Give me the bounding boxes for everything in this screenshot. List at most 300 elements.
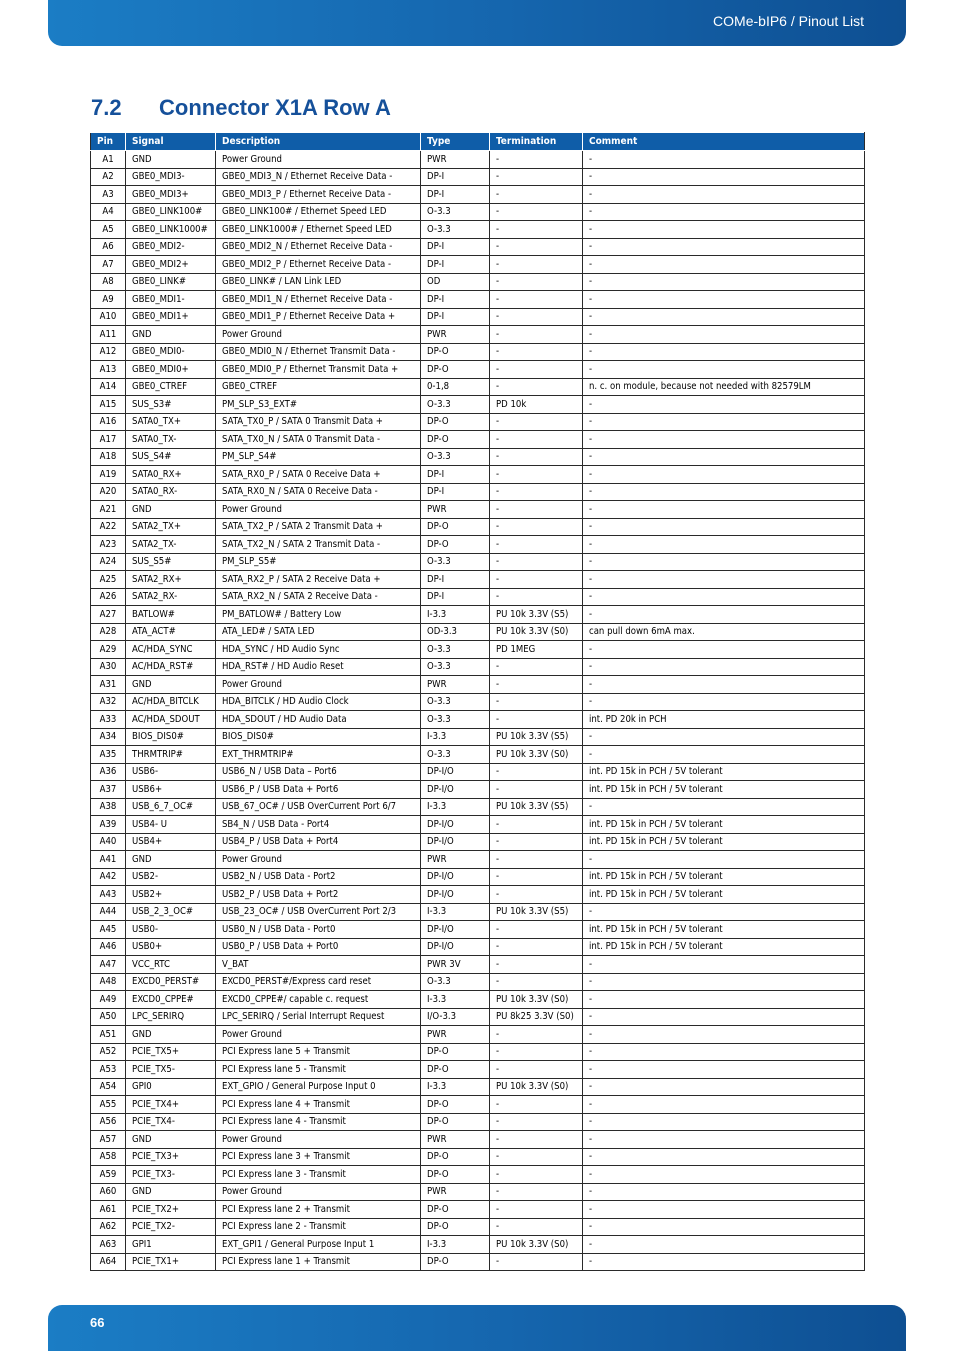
table-row — [91, 413, 865, 431]
pin-cell: A38 — [91, 798, 126, 816]
termination-cell: PU 10k 3.3V (S0) — [490, 623, 583, 641]
pin-cell: A57 — [91, 1131, 126, 1149]
description-cell: Power Ground — [216, 326, 421, 344]
termination-cell: - — [490, 203, 583, 221]
description-cell: SATA_RX0_N / SATA 0 Receive Data - — [216, 483, 421, 501]
termination-cell: - — [490, 693, 583, 711]
footer-band — [48, 1305, 906, 1351]
termination-cell: PU 10k 3.3V (S0) — [490, 746, 583, 764]
type-cell: O-3.3 — [421, 396, 490, 414]
termination-cell: - — [490, 326, 583, 344]
termination-cell: - — [490, 921, 583, 939]
table-row — [91, 308, 865, 326]
pin-cell: A8 — [91, 273, 126, 291]
table-row — [91, 1236, 865, 1254]
signal-cell: GND — [126, 326, 216, 344]
signal-cell: USB6+ — [126, 781, 216, 799]
table-row — [91, 921, 865, 939]
type-cell: PWR — [421, 1131, 490, 1149]
description-cell: SATA_RX2_P / SATA 2 Receive Data + — [216, 571, 421, 589]
termination-cell: - — [490, 781, 583, 799]
comment-cell: int. PD 15k in PCH / 5V tolerant — [583, 886, 865, 904]
description-cell: GBE0_MDI3_N / Ethernet Receive Data - — [216, 168, 421, 186]
description-cell: PM_SLP_S5# — [216, 553, 421, 571]
table-row — [91, 1078, 865, 1096]
type-cell: OD-3.3 — [421, 623, 490, 641]
description-cell: PCI Express lane 2 - Transmit — [216, 1218, 421, 1236]
signal-cell: GND — [126, 851, 216, 869]
comment-cell: - — [583, 1026, 865, 1044]
comment-cell: - — [583, 448, 865, 466]
comment-cell: - — [583, 291, 865, 309]
type-cell: DP-I/O — [421, 781, 490, 799]
table-row — [91, 1148, 865, 1166]
description-cell: PCI Express lane 3 + Transmit — [216, 1148, 421, 1166]
type-cell: I-3.3 — [421, 903, 490, 921]
type-cell: DP-I — [421, 168, 490, 186]
pin-cell: A47 — [91, 956, 126, 974]
pin-cell: A31 — [91, 676, 126, 694]
type-cell: O-3.3 — [421, 746, 490, 764]
type-cell: PWR — [421, 1026, 490, 1044]
pin-cell: A61 — [91, 1201, 126, 1219]
description-cell: USB0_N / USB Data - Port0 — [216, 921, 421, 939]
signal-cell: PCIE_TX4+ — [126, 1096, 216, 1114]
pin-cell: A17 — [91, 431, 126, 449]
termination-cell: - — [490, 413, 583, 431]
termination-cell: - — [490, 956, 583, 974]
table-row — [91, 781, 865, 799]
termination-cell: - — [490, 816, 583, 834]
comment-cell: - — [583, 361, 865, 379]
signal-cell: LPC_SERIRQ — [126, 1008, 216, 1026]
signal-cell: USB_6_7_OC# — [126, 798, 216, 816]
table-row — [91, 938, 865, 956]
description-cell: GBE0_LINK# / LAN Link LED — [216, 273, 421, 291]
type-cell: DP-O — [421, 518, 490, 536]
description-cell: SB4_N / USB Data - Port4 — [216, 816, 421, 834]
termination-cell: - — [490, 1043, 583, 1061]
comment-cell: int. PD 15k in PCH / 5V tolerant — [583, 938, 865, 956]
termination-cell: PU 10k 3.3V (S5) — [490, 606, 583, 624]
description-cell: GBE0_MDI2_P / Ethernet Receive Data - — [216, 256, 421, 274]
type-cell: DP-O — [421, 1096, 490, 1114]
signal-cell: VCC_RTC — [126, 956, 216, 974]
table-row — [91, 203, 865, 221]
description-cell: PCI Express lane 1 + Transmit — [216, 1253, 421, 1271]
description-cell: PM_SLP_S3_EXT# — [216, 396, 421, 414]
signal-cell: GPI1 — [126, 1236, 216, 1254]
termination-cell: - — [490, 676, 583, 694]
description-cell: GBE0_MDI2_N / Ethernet Receive Data - — [216, 238, 421, 256]
signal-cell: GBE0_MDI2- — [126, 238, 216, 256]
table-row — [91, 361, 865, 379]
description-cell: PM_BATLOW# / Battery Low — [216, 606, 421, 624]
table-row — [91, 991, 865, 1009]
signal-cell: SUS_S4# — [126, 448, 216, 466]
comment-cell: - — [583, 1183, 865, 1201]
comment-cell: - — [583, 553, 865, 571]
type-cell: O-3.3 — [421, 693, 490, 711]
pin-cell: A26 — [91, 588, 126, 606]
termination-cell: - — [490, 763, 583, 781]
table-row — [91, 676, 865, 694]
signal-cell: USB2- — [126, 868, 216, 886]
type-cell: DP-I — [421, 291, 490, 309]
table-row — [91, 746, 865, 764]
signal-cell: PCIE_TX3- — [126, 1166, 216, 1184]
pin-cell: A5 — [91, 221, 126, 239]
table-row — [91, 886, 865, 904]
termination-cell: - — [490, 378, 583, 396]
comment-cell: - — [583, 956, 865, 974]
description-cell: USB6_N / USB Data – Port6 — [216, 763, 421, 781]
table-row — [91, 1061, 865, 1079]
table-row — [91, 641, 865, 659]
type-cell: DP-I — [421, 186, 490, 204]
termination-cell: - — [490, 1201, 583, 1219]
pin-cell: A40 — [91, 833, 126, 851]
table-row — [91, 728, 865, 746]
signal-cell: GBE0_MDI3- — [126, 168, 216, 186]
pin-cell: A44 — [91, 903, 126, 921]
description-cell: GBE0_MDI0_P / Ethernet Transmit Data + — [216, 361, 421, 379]
comment-cell: int. PD 15k in PCH / 5V tolerant — [583, 833, 865, 851]
pin-cell: A51 — [91, 1026, 126, 1044]
comment-cell: - — [583, 501, 865, 519]
signal-cell: GBE0_MDI1- — [126, 291, 216, 309]
signal-cell: SATA2_TX- — [126, 536, 216, 554]
type-cell: DP-I — [421, 308, 490, 326]
comment-cell: - — [583, 1008, 865, 1026]
termination-cell: - — [490, 1096, 583, 1114]
description-cell: PCI Express lane 4 + Transmit — [216, 1096, 421, 1114]
signal-cell: GBE0_LINK# — [126, 273, 216, 291]
description-cell: USB4_P / USB Data + Port4 — [216, 833, 421, 851]
pin-cell: A11 — [91, 326, 126, 344]
pin-cell: A7 — [91, 256, 126, 274]
termination-cell: PU 10k 3.3V (S0) — [490, 991, 583, 1009]
description-cell: USB0_P / USB Data + Port0 — [216, 938, 421, 956]
table-row — [91, 448, 865, 466]
comment-cell: - — [583, 168, 865, 186]
description-cell: HDA_RST# / HD Audio Reset — [216, 658, 421, 676]
type-cell: 0-1,8 — [421, 378, 490, 396]
description-cell: Power Ground — [216, 676, 421, 694]
description-cell: GBE0_LINK100# / Ethernet Speed LED — [216, 203, 421, 221]
type-cell: PWR — [421, 501, 490, 519]
table-row — [91, 396, 865, 414]
signal-cell: GND — [126, 501, 216, 519]
signal-cell: GBE0_LINK1000# — [126, 221, 216, 239]
type-cell: DP-I/O — [421, 921, 490, 939]
type-cell: DP-O — [421, 1061, 490, 1079]
signal-cell: PCIE_TX3+ — [126, 1148, 216, 1166]
comment-cell: - — [583, 746, 865, 764]
table-body — [91, 151, 865, 1271]
pin-cell: A52 — [91, 1043, 126, 1061]
comment-cell: - — [583, 1201, 865, 1219]
description-cell: GBE0_MDI1_N / Ethernet Receive Data - — [216, 291, 421, 309]
pin-cell: A43 — [91, 886, 126, 904]
type-cell: DP-I/O — [421, 886, 490, 904]
type-cell: DP-O — [421, 413, 490, 431]
table-row — [91, 1183, 865, 1201]
comment-cell: int. PD 15k in PCH / 5V tolerant — [583, 781, 865, 799]
signal-cell: EXCD0_PERST# — [126, 973, 216, 991]
termination-cell: PU 10k 3.3V (S5) — [490, 903, 583, 921]
pin-cell: A41 — [91, 851, 126, 869]
pin-cell: A33 — [91, 711, 126, 729]
table-row — [91, 1253, 865, 1271]
type-cell: PWR — [421, 1183, 490, 1201]
termination-cell: - — [490, 868, 583, 886]
column-header: Description — [216, 133, 421, 151]
description-cell: SATA_TX0_N / SATA 0 Transmit Data - — [216, 431, 421, 449]
table-row — [91, 553, 865, 571]
type-cell: DP-I — [421, 466, 490, 484]
signal-cell: USB6- — [126, 763, 216, 781]
table-row — [91, 693, 865, 711]
description-cell: Power Ground — [216, 1183, 421, 1201]
type-cell: DP-O — [421, 1253, 490, 1271]
description-cell: HDA_SDOUT / HD Audio Data — [216, 711, 421, 729]
signal-cell: GBE0_MDI3+ — [126, 186, 216, 204]
description-cell: EXCD0_PERST#/Express card reset — [216, 973, 421, 991]
type-cell: O-3.3 — [421, 203, 490, 221]
pin-cell: A25 — [91, 571, 126, 589]
table-row — [91, 221, 865, 239]
description-cell: GBE0_MDI1_P / Ethernet Receive Data + — [216, 308, 421, 326]
comment-cell: - — [583, 221, 865, 239]
termination-cell: - — [490, 1061, 583, 1079]
termination-cell: - — [490, 1166, 583, 1184]
comment-cell: - — [583, 413, 865, 431]
page-number: 66 — [90, 1315, 105, 1330]
signal-cell: USB2+ — [126, 886, 216, 904]
signal-cell: GBE0_LINK100# — [126, 203, 216, 221]
description-cell: SATA_TX2_P / SATA 2 Transmit Data + — [216, 518, 421, 536]
description-cell: HDA_BITCLK / HD Audio Clock — [216, 693, 421, 711]
comment-cell: - — [583, 693, 865, 711]
column-header: Comment — [583, 133, 865, 151]
signal-cell: GBE0_MDI2+ — [126, 256, 216, 274]
section-title: Connector X1A Row A — [159, 95, 391, 120]
signal-cell: SUS_S5# — [126, 553, 216, 571]
pin-cell: A20 — [91, 483, 126, 501]
type-cell: O-3.3 — [421, 658, 490, 676]
pin-cell: A30 — [91, 658, 126, 676]
pin-cell: A2 — [91, 168, 126, 186]
termination-cell: - — [490, 186, 583, 204]
pin-cell: A45 — [91, 921, 126, 939]
comment-cell: n. c. on module, because not needed with 82579LM — [583, 378, 865, 396]
type-cell: O-3.3 — [421, 553, 490, 571]
comment-cell: int. PD 15k in PCH / 5V tolerant — [583, 763, 865, 781]
termination-cell: - — [490, 308, 583, 326]
pin-cell: A39 — [91, 816, 126, 834]
comment-cell: - — [583, 203, 865, 221]
termination-cell: - — [490, 536, 583, 554]
pin-cell: A21 — [91, 501, 126, 519]
description-cell: LPC_SERIRQ / Serial Interrupt Request — [216, 1008, 421, 1026]
pin-cell: A10 — [91, 308, 126, 326]
comment-cell: - — [583, 536, 865, 554]
comment-cell: - — [583, 308, 865, 326]
pin-cell: A13 — [91, 361, 126, 379]
signal-cell: GBE0_CTREF — [126, 378, 216, 396]
comment-cell: - — [583, 238, 865, 256]
pin-cell: A56 — [91, 1113, 126, 1131]
table-row — [91, 1026, 865, 1044]
type-cell: DP-I — [421, 256, 490, 274]
type-cell: I-3.3 — [421, 798, 490, 816]
type-cell: I-3.3 — [421, 1236, 490, 1254]
termination-cell: PD 1MEG — [490, 641, 583, 659]
comment-cell: - — [583, 851, 865, 869]
comment-cell: - — [583, 518, 865, 536]
description-cell: PCI Express lane 3 - Transmit — [216, 1166, 421, 1184]
type-cell: I-3.3 — [421, 606, 490, 624]
pin-cell: A34 — [91, 728, 126, 746]
description-cell: SATA_RX0_P / SATA 0 Receive Data + — [216, 466, 421, 484]
termination-cell: - — [490, 273, 583, 291]
description-cell: PCI Express lane 5 - Transmit — [216, 1061, 421, 1079]
comment-cell: - — [583, 483, 865, 501]
table-row — [91, 763, 865, 781]
description-cell: EXCD0_CPPE#/ capable c. request — [216, 991, 421, 1009]
type-cell: DP-I — [421, 238, 490, 256]
signal-cell: USB0+ — [126, 938, 216, 956]
type-cell: O-3.3 — [421, 711, 490, 729]
table-row — [91, 518, 865, 536]
comment-cell: int. PD 15k in PCH / 5V tolerant — [583, 816, 865, 834]
signal-cell: AC/HDA_BITCLK — [126, 693, 216, 711]
table-row — [91, 903, 865, 921]
type-cell: DP-O — [421, 343, 490, 361]
table-row — [91, 623, 865, 641]
comment-cell: - — [583, 1253, 865, 1271]
table-row — [91, 1201, 865, 1219]
description-cell: ATA_LED# / SATA LED — [216, 623, 421, 641]
description-cell: GBE0_MDI3_P / Ethernet Receive Data - — [216, 186, 421, 204]
comment-cell: - — [583, 256, 865, 274]
header-band — [48, 0, 906, 46]
pin-cell: A49 — [91, 991, 126, 1009]
termination-cell: - — [490, 1131, 583, 1149]
termination-cell: - — [490, 518, 583, 536]
type-cell: DP-O — [421, 1166, 490, 1184]
description-cell: PM_SLP_S4# — [216, 448, 421, 466]
signal-cell: SUS_S3# — [126, 396, 216, 414]
pin-cell: A35 — [91, 746, 126, 764]
description-cell: HDA_SYNC / HD Audio Sync — [216, 641, 421, 659]
type-cell: O-3.3 — [421, 221, 490, 239]
signal-cell: GND — [126, 676, 216, 694]
description-cell: SATA_TX0_P / SATA 0 Transmit Data + — [216, 413, 421, 431]
signal-cell: BATLOW# — [126, 606, 216, 624]
termination-cell: - — [490, 833, 583, 851]
pin-cell: A29 — [91, 641, 126, 659]
type-cell: DP-I — [421, 571, 490, 589]
signal-cell: SATA2_TX+ — [126, 518, 216, 536]
signal-cell: ATA_ACT# — [126, 623, 216, 641]
pin-cell: A46 — [91, 938, 126, 956]
type-cell: DP-I/O — [421, 816, 490, 834]
pin-cell: A18 — [91, 448, 126, 466]
table-header-row — [91, 133, 865, 151]
description-cell: PCI Express lane 5 + Transmit — [216, 1043, 421, 1061]
pin-cell: A58 — [91, 1148, 126, 1166]
signal-cell: GBE0_MDI1+ — [126, 308, 216, 326]
description-cell: EXT_THRMTRIP# — [216, 746, 421, 764]
table-row — [91, 973, 865, 991]
table-row — [91, 711, 865, 729]
comment-cell: - — [583, 466, 865, 484]
comment-cell: - — [583, 326, 865, 344]
table-row — [91, 833, 865, 851]
pin-cell: A4 — [91, 203, 126, 221]
comment-cell: int. PD 15k in PCH / 5V tolerant — [583, 921, 865, 939]
table-row — [91, 956, 865, 974]
comment-cell: - — [583, 1131, 865, 1149]
type-cell: DP-I — [421, 588, 490, 606]
comment-cell: - — [583, 1218, 865, 1236]
termination-cell: - — [490, 431, 583, 449]
comment-cell: int. PD 15k in PCH / 5V tolerant — [583, 868, 865, 886]
section-number: 7.2 — [91, 95, 122, 120]
comment-cell: - — [583, 588, 865, 606]
type-cell: I-3.3 — [421, 991, 490, 1009]
termination-cell: - — [490, 221, 583, 239]
table-row — [91, 343, 865, 361]
type-cell: PWR — [421, 851, 490, 869]
pin-cell: A48 — [91, 973, 126, 991]
pin-cell: A24 — [91, 553, 126, 571]
description-cell: USB2_P / USB Data + Port2 — [216, 886, 421, 904]
comment-cell: int. PD 20k in PCH — [583, 711, 865, 729]
termination-cell: PU 8k25 3.3V (S0) — [490, 1008, 583, 1026]
comment-cell: - — [583, 798, 865, 816]
document-title: COMe-bIP6 / Pinout List — [713, 13, 864, 29]
termination-cell: PD 10k — [490, 396, 583, 414]
termination-cell: - — [490, 886, 583, 904]
table-row — [91, 1096, 865, 1114]
signal-cell: AC/HDA_SDOUT — [126, 711, 216, 729]
termination-cell: - — [490, 151, 583, 169]
signal-cell: PCIE_TX4- — [126, 1113, 216, 1131]
pin-cell: A3 — [91, 186, 126, 204]
description-cell: BIOS_DIS0# — [216, 728, 421, 746]
comment-cell: - — [583, 186, 865, 204]
description-cell: EXT_GPI1 / General Purpose Input 1 — [216, 1236, 421, 1254]
description-cell: Power Ground — [216, 1131, 421, 1149]
comment-cell: - — [583, 431, 865, 449]
type-cell: DP-I — [421, 483, 490, 501]
table-row — [91, 186, 865, 204]
termination-cell: PU 10k 3.3V (S5) — [490, 798, 583, 816]
column-header: Pin — [91, 133, 126, 151]
type-cell: DP-I/O — [421, 938, 490, 956]
pin-cell: A16 — [91, 413, 126, 431]
type-cell: DP-O — [421, 1218, 490, 1236]
signal-cell: GBE0_MDI0+ — [126, 361, 216, 379]
comment-cell: - — [583, 658, 865, 676]
pin-cell: A23 — [91, 536, 126, 554]
type-cell: PWR — [421, 676, 490, 694]
termination-cell: PU 10k 3.3V (S0) — [490, 1236, 583, 1254]
pin-cell: A54 — [91, 1078, 126, 1096]
